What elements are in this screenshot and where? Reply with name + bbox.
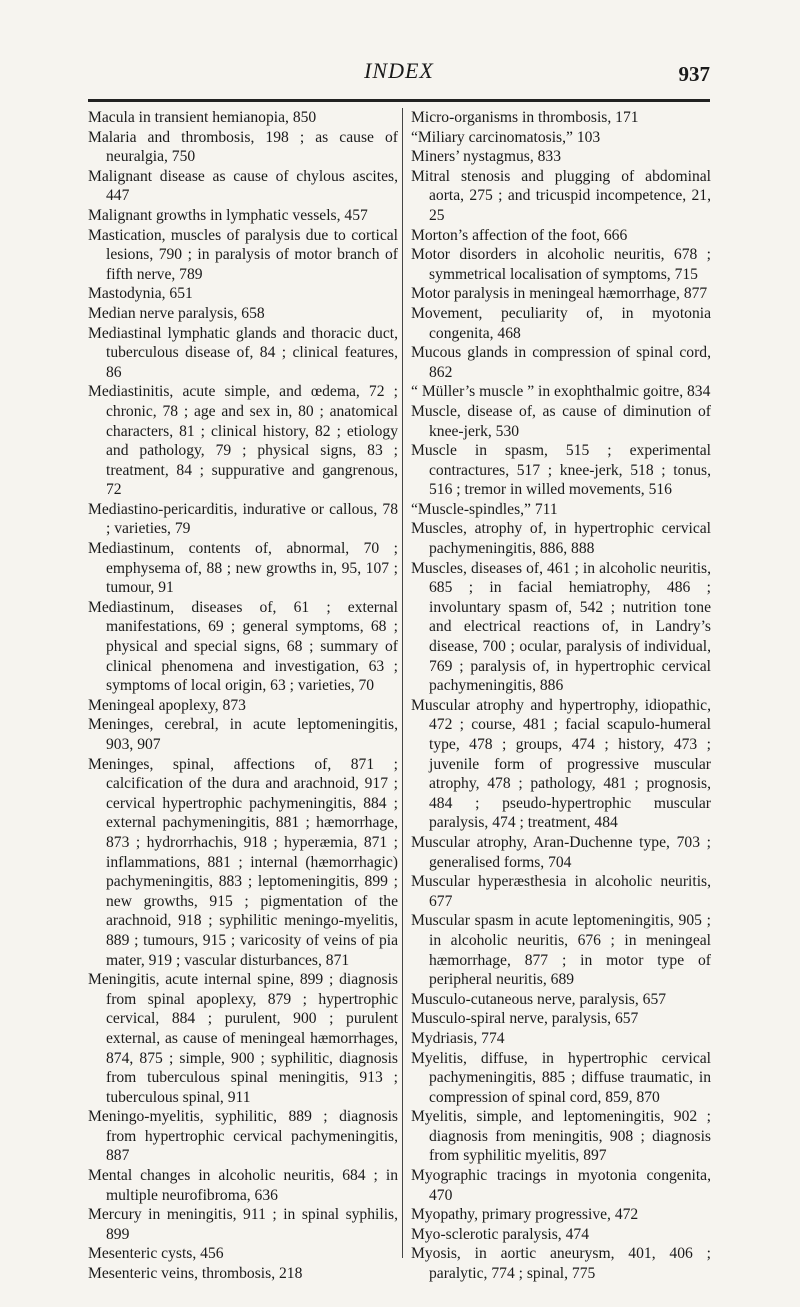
index-entry: Micro-organisms in thrombosis, 171: [411, 109, 639, 126]
page-number: 937: [678, 62, 710, 86]
index-entry: Meningitis, acute internal spine, 899 ; diagnosis from spinal apoplexy, 879 ; hypertrophic cervical, 884 ; purulent, 900 ; purulent external, as cause of meningeal hæmorrhages, 874, 875 ; simple, 900 ; syphilitic, diagnosis from tuberculous spinal meningitis, 913 ; tuberculous spinal, 911: [88, 971, 398, 1106]
index-column-left: [88, 108, 398, 1284]
index-entry: Mastodynia, 651: [88, 285, 193, 303]
index-entry: Mental changes in alcoholic neuritis, 684 ; in multiple neurofibroma, 636: [88, 1167, 398, 1204]
index-entry: Myelitis, diffuse, in hypertrophic cervical pachymeningitis, 885 ; diffuse traumatic, in compression of spinal cord, 859, 870: [411, 1049, 711, 1106]
index-entry: Muscular atrophy and hypertrophy, idiopathic, 472 ; course, 481 ; facial scapulo-humeral type, 478 ; groups, 474 ; history, 473 ; juvenile form of progressive muscular atrophy, 478 ; pathology, 481 ; prognosis, 484 ; pseudo-hypertrophic muscular paralysis, 474 ; treatment, 484: [411, 696, 711, 832]
index-entry: Muscle, disease of, as cause of diminution of knee-jerk, 530: [411, 402, 711, 440]
index-entry: Motor paralysis in meningeal hæmorrhage, 877: [411, 285, 708, 303]
index-entry: Malignant growths in lymphatic vessels, 457: [88, 206, 368, 224]
index-entry: Muscular atrophy, Aran-Duchenne type, 703 ; generalised forms, 704: [411, 833, 711, 871]
index-entry: Muscular spasm in acute leptomeningitis, 905 ; in alcoholic neuritis, 676 ; in meningeal hæmorrhage, 877 ; in motor type of peripheral neuritis, 689: [411, 912, 711, 989]
index-entry: Mesenteric veins, thrombosis, 218: [88, 1265, 303, 1283]
index-entry: Morton’s affection of the foot, 666: [411, 226, 628, 244]
index-entry: Myosis, in aortic aneurysm, 401, 406 ; paralytic, 774 ; spinal, 775: [411, 1245, 711, 1283]
index-entry: Meninges, cerebral, in acute leptomeningitis, 903, 907: [88, 716, 398, 753]
index-column-right: [411, 108, 711, 1284]
index-entry: Mediastino-pericarditis, indurative or callous, 78 ; varieties, 79: [88, 500, 398, 538]
index-entry: Myopathy, primary progressive, 472: [411, 1206, 639, 1224]
index-entry: Mediastinum, diseases of, 61 ; external manifestations, 69 ; general symptoms, 68 ; physical and special signs, 68 ; summary of clinical phenomena and investigation, 63 ; symptoms of local origin, 63 ; varieties, 70: [88, 598, 398, 695]
column-divider: [402, 108, 403, 1258]
index-entry: Median nerve paralysis, 658: [88, 304, 265, 322]
index-entry: Mucous glands in compression of spinal cord, 862: [411, 344, 711, 381]
running-title: INDEX: [364, 58, 434, 83]
index-entry: Muscles, atrophy of, in hypertrophic cervical pachymeningitis, 886, 888: [411, 520, 711, 558]
index-entry: Mediastinum, contents of, abnormal, 70 ; emphysema of, 88 ; new growths in, 95, 107 ; tumour, 91: [88, 540, 398, 597]
page-header: [88, 58, 710, 98]
index-entry: “ Müller’s muscle ” in exophthalmic goitre, 834: [411, 383, 711, 401]
index-entry: Muscle in spasm, 515 ; experimental contractures, 517 ; knee-jerk, 518 ; tonus, 516 ; tremor in willed movements, 516: [411, 442, 711, 499]
index-entry: Muscular hyperæsthesia in alcoholic neuritis, 677: [411, 873, 711, 910]
index-entry: Mercury in meningitis, 911 ; in spinal syphilis, 899: [88, 1206, 398, 1243]
index-entry: Malaria and thrombosis, 198 ; as cause of neuralgia, 750: [88, 128, 398, 166]
index-entry: Meningo-myelitis, syphilitic, 889 ; diagnosis from hypertrophic cervical pachymeningitis, 887: [88, 1108, 398, 1165]
index-entry: Myelitis, simple, and leptomeningitis, 902 ; diagnosis from meningitis, 908 ; diagnosis from syphilitic myelitis, 897: [411, 1108, 711, 1165]
index-entry: Mydriasis, 774: [411, 1029, 505, 1047]
index-entry: Musculo-cutaneous nerve, paralysis, 657: [411, 990, 667, 1008]
header-rule: [88, 99, 710, 102]
index-entry: “Miliary carcinomatosis,” 103: [411, 128, 601, 146]
index-entry: Movement, peculiarity of, in myotonia congenita, 468: [411, 304, 711, 342]
index-entry: Motor disorders in alcoholic neuritis, 678 ; symmetrical localisation of symptoms, 715: [411, 246, 711, 283]
index-entry: Musculo-spiral nerve, paralysis, 657: [411, 1010, 639, 1028]
index-entry: Miners’ nystagmus, 833: [411, 148, 562, 166]
index-entry: Mediastinal lymphatic glands and thoracic duct, tuberculous disease of, 84 ; clinical features, 86: [88, 324, 398, 381]
index-entry: “Muscle-spindles,” 711: [411, 500, 558, 518]
index-entry: Meningeal apoplexy, 873: [88, 696, 246, 714]
index-entry: Meninges, spinal, affections of, 871 ; calcification of the dura and arachnoid, 917 ; cervical hypertrophic pachymeningitis, 884 ; external pachymeningitis, 881 ; hæmorrhage, 873 ; hydrorrhachis, 918 ; hyperæmia, 871 ; inflammations, 881 ; internal (hæmorrhagic) pachymeningitis, 883 ; leptomeningitis, 899 ; new growths, 915 ; pigmentation of the arachnoid, 918 ; syphilitic meningo-myelitis, 889 ; tumours, 915 ; varicosity of veins of pia mater, 919 ; vascular disturbances, 871: [88, 755, 398, 969]
index-entry: Myo-sclerotic paralysis, 474: [411, 1225, 589, 1243]
index-entry: Mediastinitis, acute simple, and œdema, 72 ; chronic, 78 ; age and sex in, 80 ; anatomical characters, 81 ; clinical history, 82 ; etiology and pathology, 79 ; physical signs, 83 ; treatment, 84 ; suppurative and gangrenous, 72: [88, 383, 398, 499]
index-entry: Mesenteric cysts, 456: [88, 1245, 224, 1263]
index-entry: Myographic tracings in myotonia congenita, 470: [411, 1167, 711, 1204]
index-entry: Malignant disease as cause of chylous ascites, 447: [88, 167, 398, 205]
index-entry: Mitral stenosis and plugging of abdominal aorta, 275 ; and tricuspid incompetence, 21, 25: [411, 167, 711, 224]
index-entry: Macula in transient hemianopia, 850: [88, 109, 317, 126]
index-entry: Muscles, diseases of, 461 ; in alcoholic neuritis, 685 ; in facial hemiatrophy, 486 ; involuntary spasm of, 542 ; nutrition tone and electrical reactions of, in Landry’s disease, 700 ; ocular, paralysis of individual, 769 ; paralysis of, in hypertrophic cervical pachymeningitis, 886: [411, 559, 711, 695]
index-entry: Mastication, muscles of paralysis due to cortical lesions, 790 ; in paralysis of motor branch of fifth nerve, 789: [88, 226, 398, 283]
